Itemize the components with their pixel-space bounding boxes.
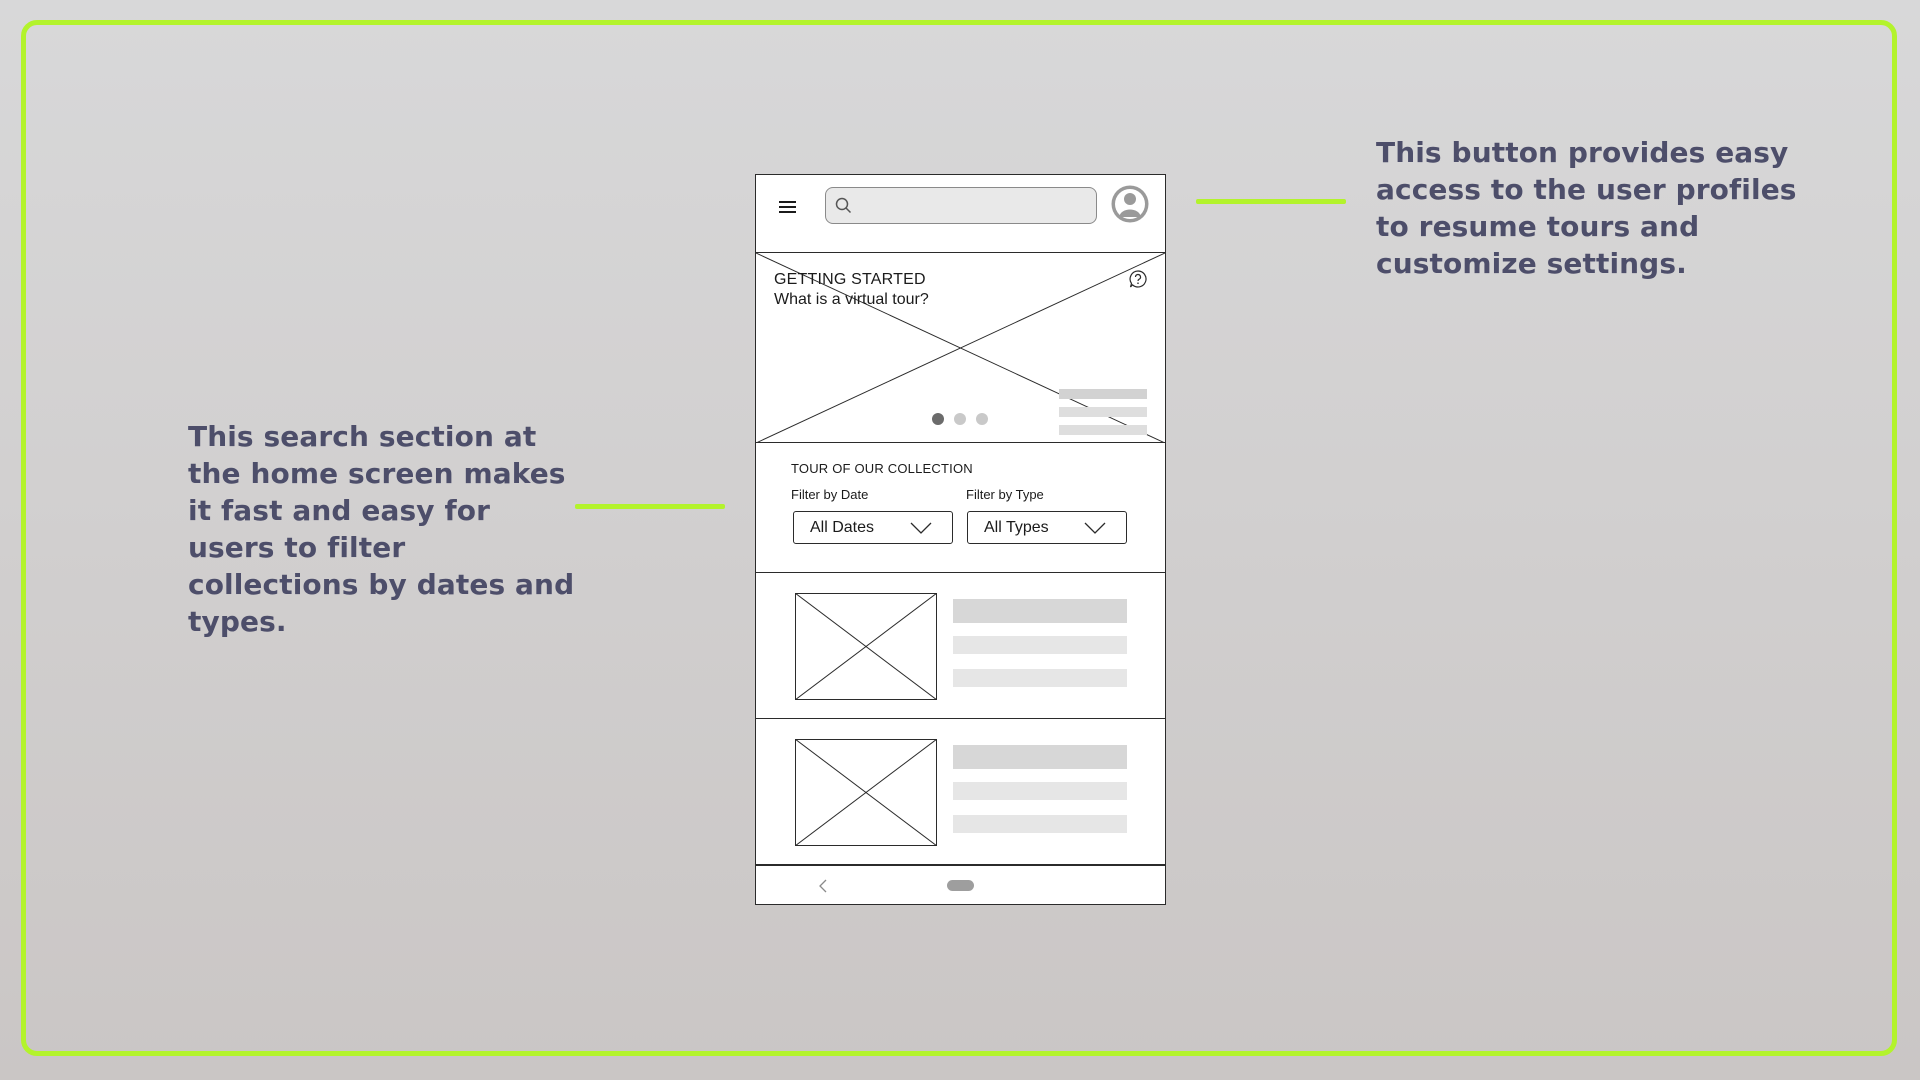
image-placeholder: [795, 593, 937, 700]
profile-annotation: This button provides easy access to the user profiles to resume tours and customize settings.: [1376, 136, 1797, 280]
banner-subtitle: What is a virtual tour?: [774, 291, 929, 308]
section-title: TOUR OF OUR COLLECTION: [791, 461, 973, 476]
image-placeholder: [795, 739, 937, 846]
question-bubble-icon[interactable]: [1128, 269, 1148, 289]
type-filter-value: All Types: [984, 519, 1049, 536]
top-app-bar: [756, 175, 1165, 253]
search-input[interactable]: [825, 187, 1097, 224]
phone-wireframe: [755, 174, 1166, 905]
carousel-dot[interactable]: [954, 413, 966, 425]
filter-date-label: Filter by Date: [791, 487, 869, 502]
collection-card[interactable]: [756, 719, 1165, 865]
card-text-placeholder: [953, 815, 1127, 833]
home-pill-icon[interactable]: [947, 880, 974, 891]
collection-card[interactable]: [756, 573, 1165, 719]
type-filter-dropdown[interactable]: [967, 511, 1127, 544]
bottom-navigation-bar: [756, 865, 1165, 905]
card-text-placeholder: [953, 782, 1127, 800]
banner-title: GETTING STARTED: [774, 271, 926, 288]
profile-connector-line: [1196, 199, 1346, 204]
card-text-placeholder: [953, 669, 1127, 687]
card-title-placeholder: [953, 599, 1127, 623]
date-filter-value: All Dates: [810, 519, 875, 536]
getting-started-banner[interactable]: [756, 253, 1165, 443]
chevron-down-icon: [1084, 522, 1106, 534]
search-icon: [835, 197, 852, 214]
user-avatar-icon[interactable]: [1111, 185, 1149, 223]
carousel-dot[interactable]: [976, 413, 988, 425]
carousel-dot-active[interactable]: [932, 413, 944, 425]
card-text-placeholder: [953, 636, 1127, 654]
carousel-indicator[interactable]: [932, 413, 988, 427]
collection-filter-section: [756, 443, 1165, 573]
filter-type-label: Filter by Type: [966, 487, 1044, 502]
banner-text-placeholder: [1059, 389, 1147, 443]
search-connector-line: [575, 504, 725, 509]
back-chevron-icon[interactable]: [818, 878, 828, 894]
chevron-down-icon: [910, 522, 932, 534]
date-filter-dropdown[interactable]: [793, 511, 953, 544]
hamburger-menu-icon[interactable]: [778, 199, 798, 215]
card-title-placeholder: [953, 745, 1127, 769]
search-annotation: This search section at the home screen makes it fast and easy for users to filter collections by dates and types.: [188, 420, 575, 638]
